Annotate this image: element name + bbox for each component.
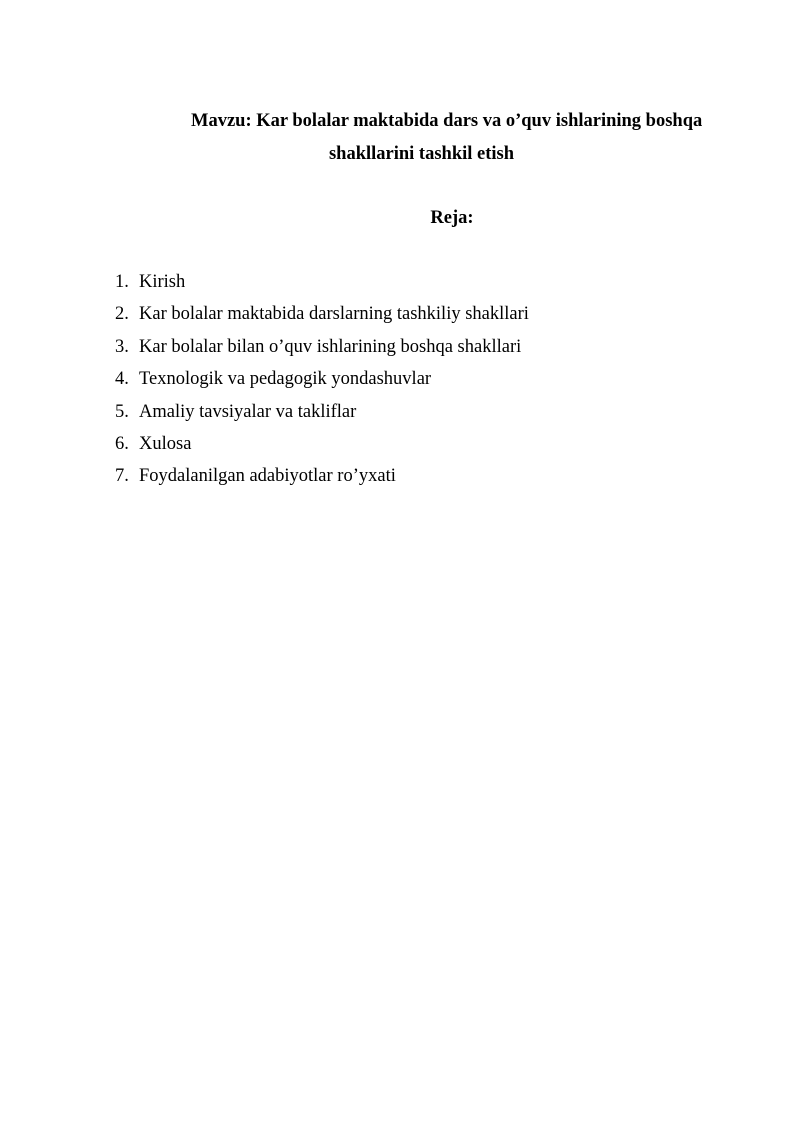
plan-item-text: Kirish bbox=[139, 272, 186, 292]
plan-item-number: 2. bbox=[115, 304, 129, 325]
plan-list bbox=[115, 270, 529, 497]
plan-item-number: 6. bbox=[115, 433, 129, 454]
plan-item-text: Texnologik va pedagogik yondashuvlar bbox=[139, 369, 432, 390]
plan-item bbox=[115, 335, 529, 367]
plan-item bbox=[115, 400, 529, 432]
plan-item-number: 5. bbox=[115, 401, 129, 422]
document-title-line-2: shakllarini tashkil etish bbox=[328, 144, 515, 164]
plan-item bbox=[115, 302, 529, 334]
plan-item-number: 3. bbox=[115, 336, 129, 357]
plan-item-number: 1. bbox=[115, 272, 129, 292]
plan-item-text: Kar bolalar maktabida darslarning tashkiliy shakllari bbox=[139, 304, 529, 325]
plan-item-text: Xulosa bbox=[139, 433, 192, 454]
plan-item-text: Kar bolalar bilan o’quv ishlarining boshqa shakllari bbox=[139, 336, 522, 357]
plan-item-text: Foydalanilgan adabiyotlar ro’yxati bbox=[139, 466, 396, 487]
plan-item bbox=[115, 464, 529, 496]
plan-item bbox=[115, 270, 529, 302]
plan-item-number: 4. bbox=[115, 369, 129, 390]
plan-item-text: Amaliy tavsiyalar va takliflar bbox=[139, 401, 357, 422]
plan-item bbox=[115, 432, 529, 464]
plan-item-number: 7. bbox=[115, 466, 129, 487]
plan-heading: Reja: bbox=[430, 208, 474, 228]
document-title-line-1: Mavzu: Kar bolalar maktabida dars va o’quv ishlarining boshqa bbox=[191, 111, 703, 131]
plan-item bbox=[115, 367, 529, 399]
